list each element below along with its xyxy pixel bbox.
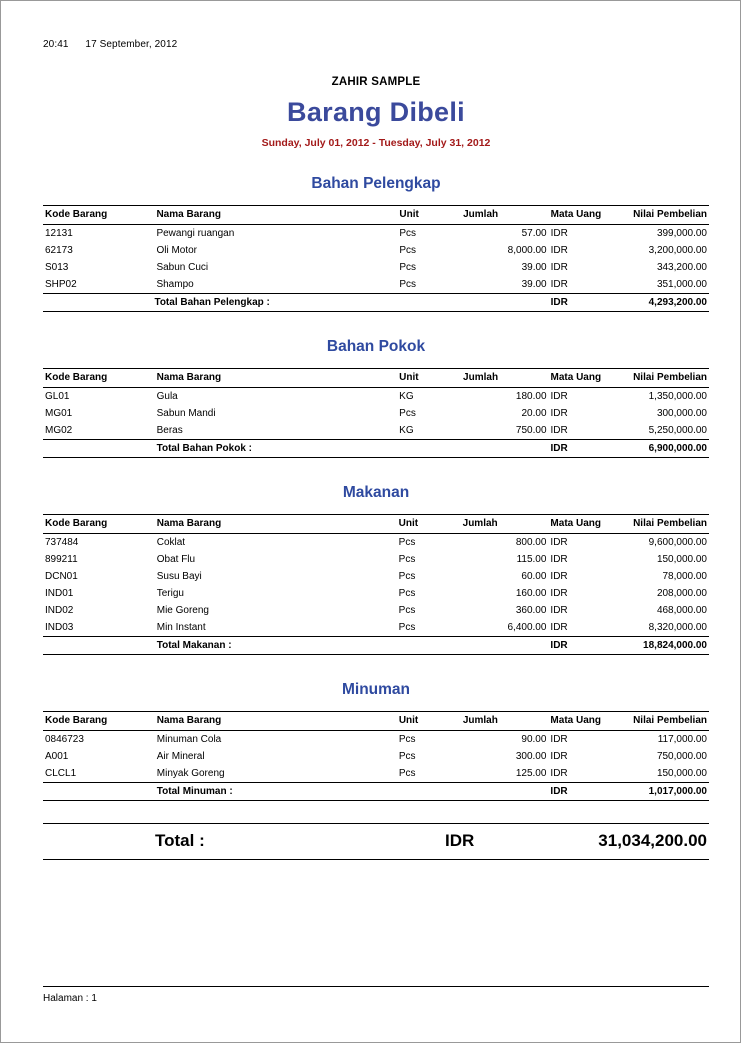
cell-nilai: 468,000.00 xyxy=(656,605,707,616)
table-row xyxy=(43,619,709,637)
cell-nilai: 150,000.00 xyxy=(656,554,707,565)
cell-kode: 899211 xyxy=(45,554,78,565)
cell-jumlah: 160.00 xyxy=(515,588,547,599)
cell-nilai: 750,000.00 xyxy=(656,751,707,762)
cell-kode: 62173 xyxy=(45,245,73,256)
cell-nilai: 399,000.00 xyxy=(656,228,707,239)
column-header-jumlah: Jumlah xyxy=(461,712,549,731)
cell-unit: Pcs xyxy=(398,622,416,633)
cell-mata-uang: IDR xyxy=(550,605,568,616)
cell-jumlah: 750.00 xyxy=(515,425,547,436)
cell-nilai: 150,000.00 xyxy=(656,768,707,779)
cell-nama: Minuman Cola xyxy=(156,734,222,745)
section-table xyxy=(43,711,709,801)
cell-nilai: 208,000.00 xyxy=(656,588,707,599)
cell-unit: Pcs xyxy=(399,228,417,239)
column-header-nilai-pembelian: Nilai Pembelian xyxy=(631,515,709,534)
section-total-label: Total Bahan Pelengkap : xyxy=(154,294,397,312)
cell-kode: 0846723 xyxy=(45,734,84,745)
cell-unit: Pcs xyxy=(399,408,416,419)
cell-jumlah: 125.00 xyxy=(515,768,547,779)
cell-jumlah: 6,400.00 xyxy=(507,622,547,633)
report-period: Sunday, July 01, 2012 - Tuesday, July 31, 2012 xyxy=(261,137,491,149)
cell-nama: Sabun Cuci xyxy=(156,262,209,273)
table-row xyxy=(43,585,709,602)
cell-nama: Minyak Goreng xyxy=(156,768,225,779)
section-total-row xyxy=(43,294,709,312)
table-row xyxy=(43,259,709,276)
table-row xyxy=(43,388,709,406)
section-bahan-pelengkap xyxy=(43,175,709,312)
column-header-mata-uang: Mata Uang xyxy=(548,515,631,534)
table-row xyxy=(43,405,709,422)
column-header-nama: Nama Barang xyxy=(155,712,397,731)
cell-nama: Susu Bayi xyxy=(156,571,202,582)
section-total-value: 18,824,000.00 xyxy=(631,637,709,655)
cell-kode: IND03 xyxy=(45,622,74,633)
cell-kode: MG02 xyxy=(45,425,73,436)
table-header-row xyxy=(43,515,709,534)
print-date: 17 September, 2012 xyxy=(85,39,178,50)
section-table xyxy=(43,205,709,312)
cell-kode: IND01 xyxy=(45,588,74,599)
section-total-currency: IDR xyxy=(548,637,631,655)
cell-kode: CLCL1 xyxy=(45,768,77,779)
print-timestamp xyxy=(43,39,709,50)
cell-kode: 737484 xyxy=(45,537,79,548)
cell-mata-uang: IDR xyxy=(550,279,568,290)
table-row xyxy=(43,748,709,765)
section-total-value: 6,900,000.00 xyxy=(631,440,709,458)
cell-jumlah: 180.00 xyxy=(515,391,547,402)
cell-kode: S013 xyxy=(45,262,69,273)
cell-mata-uang: IDR xyxy=(550,537,568,548)
cell-unit: Pcs xyxy=(398,537,416,548)
cell-jumlah: 57.00 xyxy=(521,228,547,239)
cell-mata-uang: IDR xyxy=(550,734,568,745)
cell-mata-uang: IDR xyxy=(550,425,568,436)
cell-mata-uang: IDR xyxy=(550,622,568,633)
cell-unit: Pcs xyxy=(398,588,416,599)
section-total-value: 4,293,200.00 xyxy=(631,294,709,312)
cell-nilai: 117,000.00 xyxy=(657,734,707,745)
column-header-nama: Nama Barang xyxy=(155,515,397,534)
table-row xyxy=(43,602,709,619)
grand-total-label: Total : xyxy=(155,831,205,850)
cell-unit: Pcs xyxy=(398,768,416,779)
table-header-row xyxy=(43,369,709,388)
table-header-row xyxy=(43,712,709,731)
cell-unit: Pcs xyxy=(398,554,416,565)
section-total-row xyxy=(43,440,709,458)
section-title: Makanan xyxy=(342,484,410,501)
cell-jumlah: 39.00 xyxy=(521,262,547,273)
table-row xyxy=(43,225,709,243)
section-total-label: Total Minuman : xyxy=(155,783,397,801)
section-title: Bahan Pokok xyxy=(326,338,426,355)
cell-nama: Terigu xyxy=(156,588,184,599)
cell-kode: SHP02 xyxy=(45,279,77,290)
cell-nilai: 8,320,000.00 xyxy=(648,622,707,633)
cell-jumlah: 800.00 xyxy=(515,537,547,548)
page-number-label: Halaman : 1 xyxy=(43,993,97,1004)
section-total-label: Total Bahan Pokok : xyxy=(155,440,398,458)
cell-unit: Pcs xyxy=(399,245,417,256)
cell-mata-uang: IDR xyxy=(550,245,568,256)
cell-mata-uang: IDR xyxy=(550,228,568,239)
cell-nama: Coklat xyxy=(156,537,186,548)
cell-nilai: 9,600,000.00 xyxy=(648,537,707,548)
table-row xyxy=(43,422,709,440)
column-header-jumlah: Jumlah xyxy=(461,206,548,225)
cell-unit: Pcs xyxy=(398,751,416,762)
cell-jumlah: 115.00 xyxy=(516,554,547,565)
column-header-mata-uang: Mata Uang xyxy=(548,712,631,731)
cell-nama: Shampo xyxy=(156,279,194,290)
cell-nama: Sabun Mandi xyxy=(156,408,216,419)
cell-kode: 12131 xyxy=(45,228,73,239)
cell-unit: KG xyxy=(399,425,414,436)
table-row xyxy=(43,568,709,585)
section-total-currency: IDR xyxy=(548,783,631,801)
table-header-row xyxy=(43,206,709,225)
cell-jumlah: 8,000.00 xyxy=(507,245,547,256)
cell-nilai: 3,200,000.00 xyxy=(648,245,707,256)
cell-unit: Pcs xyxy=(398,734,416,745)
section-makanan xyxy=(43,484,709,655)
section-total-currency: IDR xyxy=(549,440,632,458)
cell-nama: Beras xyxy=(156,425,183,436)
cell-nama: Gula xyxy=(156,391,178,402)
section-title: Minuman xyxy=(341,681,411,698)
section-bahan-pokok xyxy=(43,338,709,458)
section-title: Bahan Pelengkap xyxy=(311,175,441,192)
cell-nilai: 351,000.00 xyxy=(656,279,707,290)
cell-jumlah: 300.00 xyxy=(515,751,547,762)
section-minuman xyxy=(43,681,709,801)
cell-unit: Pcs xyxy=(399,279,417,290)
table-row xyxy=(43,765,709,783)
section-total-value: 1,017,000.00 xyxy=(631,783,709,801)
section-total-row xyxy=(43,783,709,801)
column-header-unit: Unit xyxy=(397,369,461,388)
cell-nama: Pewangi ruangan xyxy=(156,228,235,239)
cell-jumlah: 60.00 xyxy=(521,571,547,582)
section-table xyxy=(43,368,709,458)
column-header-nilai-pembelian: Nilai Pembelian xyxy=(631,712,709,731)
cell-jumlah: 20.00 xyxy=(521,408,547,419)
cell-mata-uang: IDR xyxy=(550,751,568,762)
cell-mata-uang: IDR xyxy=(550,408,568,419)
page-title: Barang Dibeli xyxy=(287,97,465,127)
column-header-nilai-pembelian: Nilai Pembelian xyxy=(631,206,709,225)
column-header-nama: Nama Barang xyxy=(154,206,397,225)
cell-mata-uang: IDR xyxy=(550,391,568,402)
cell-kode: IND02 xyxy=(45,605,74,616)
grand-total-currency: IDR xyxy=(445,831,475,850)
table-row xyxy=(43,276,709,294)
cell-unit: Pcs xyxy=(398,605,416,616)
column-header-unit: Unit xyxy=(397,712,461,731)
cell-jumlah: 360.00 xyxy=(515,605,547,616)
page-footer xyxy=(43,986,709,1004)
cell-nama: Min Instant xyxy=(156,622,206,633)
cell-kode: DCN01 xyxy=(45,571,78,582)
cell-mata-uang: IDR xyxy=(550,262,568,273)
section-total-label: Total Makanan : xyxy=(155,637,397,655)
print-time: 20:41 xyxy=(43,39,69,50)
cell-jumlah: 90.00 xyxy=(521,734,547,745)
cell-mata-uang: IDR xyxy=(550,554,568,565)
cell-nama: Oli Motor xyxy=(156,245,198,256)
cell-nama: Obat Flu xyxy=(156,554,196,565)
section-total-row xyxy=(43,637,709,655)
column-header-jumlah: Jumlah xyxy=(461,515,549,534)
cell-nama: Air Mineral xyxy=(156,751,205,762)
cell-kode: A001 xyxy=(45,751,69,762)
column-header-kode: Kode Barang xyxy=(43,712,155,731)
cell-nilai: 343,200.00 xyxy=(656,262,707,273)
column-header-unit: Unit xyxy=(397,515,461,534)
cell-mata-uang: IDR xyxy=(550,588,568,599)
grand-total-row xyxy=(43,823,709,860)
column-header-unit: Unit xyxy=(397,206,461,225)
cell-nilai: 1,350,000.00 xyxy=(648,391,707,402)
column-header-mata-uang: Mata Uang xyxy=(549,369,632,388)
table-row xyxy=(43,242,709,259)
cell-kode: GL01 xyxy=(45,391,70,402)
cell-nama: Mie Goreng xyxy=(156,605,209,616)
section-total-currency: IDR xyxy=(549,294,631,312)
report-body xyxy=(43,39,709,860)
cell-jumlah: 39.00 xyxy=(521,279,547,290)
cell-mata-uang: IDR xyxy=(550,571,568,582)
column-header-kode: Kode Barang xyxy=(43,369,155,388)
cell-unit: KG xyxy=(399,391,414,402)
cell-nilai: 300,000.00 xyxy=(656,408,707,419)
grand-total-value: 31,034,200.00 xyxy=(598,831,707,850)
cell-nilai: 78,000.00 xyxy=(662,571,707,582)
cell-kode: MG01 xyxy=(45,408,73,419)
column-header-nilai-pembelian: Nilai Pembelian xyxy=(631,369,709,388)
cell-mata-uang: IDR xyxy=(550,768,568,779)
column-header-kode: Kode Barang xyxy=(43,206,154,225)
table-row xyxy=(43,534,709,552)
column-header-mata-uang: Mata Uang xyxy=(549,206,631,225)
column-header-jumlah: Jumlah xyxy=(461,369,548,388)
column-header-nama: Nama Barang xyxy=(155,369,398,388)
company-name: ZAHIR SAMPLE xyxy=(331,76,421,88)
cell-unit: Pcs xyxy=(398,571,416,582)
column-header-kode: Kode Barang xyxy=(43,515,155,534)
table-row xyxy=(43,731,709,749)
cell-unit: Pcs xyxy=(399,262,417,273)
table-row xyxy=(43,551,709,568)
cell-nilai: 5,250,000.00 xyxy=(648,425,707,436)
section-table xyxy=(43,514,709,655)
